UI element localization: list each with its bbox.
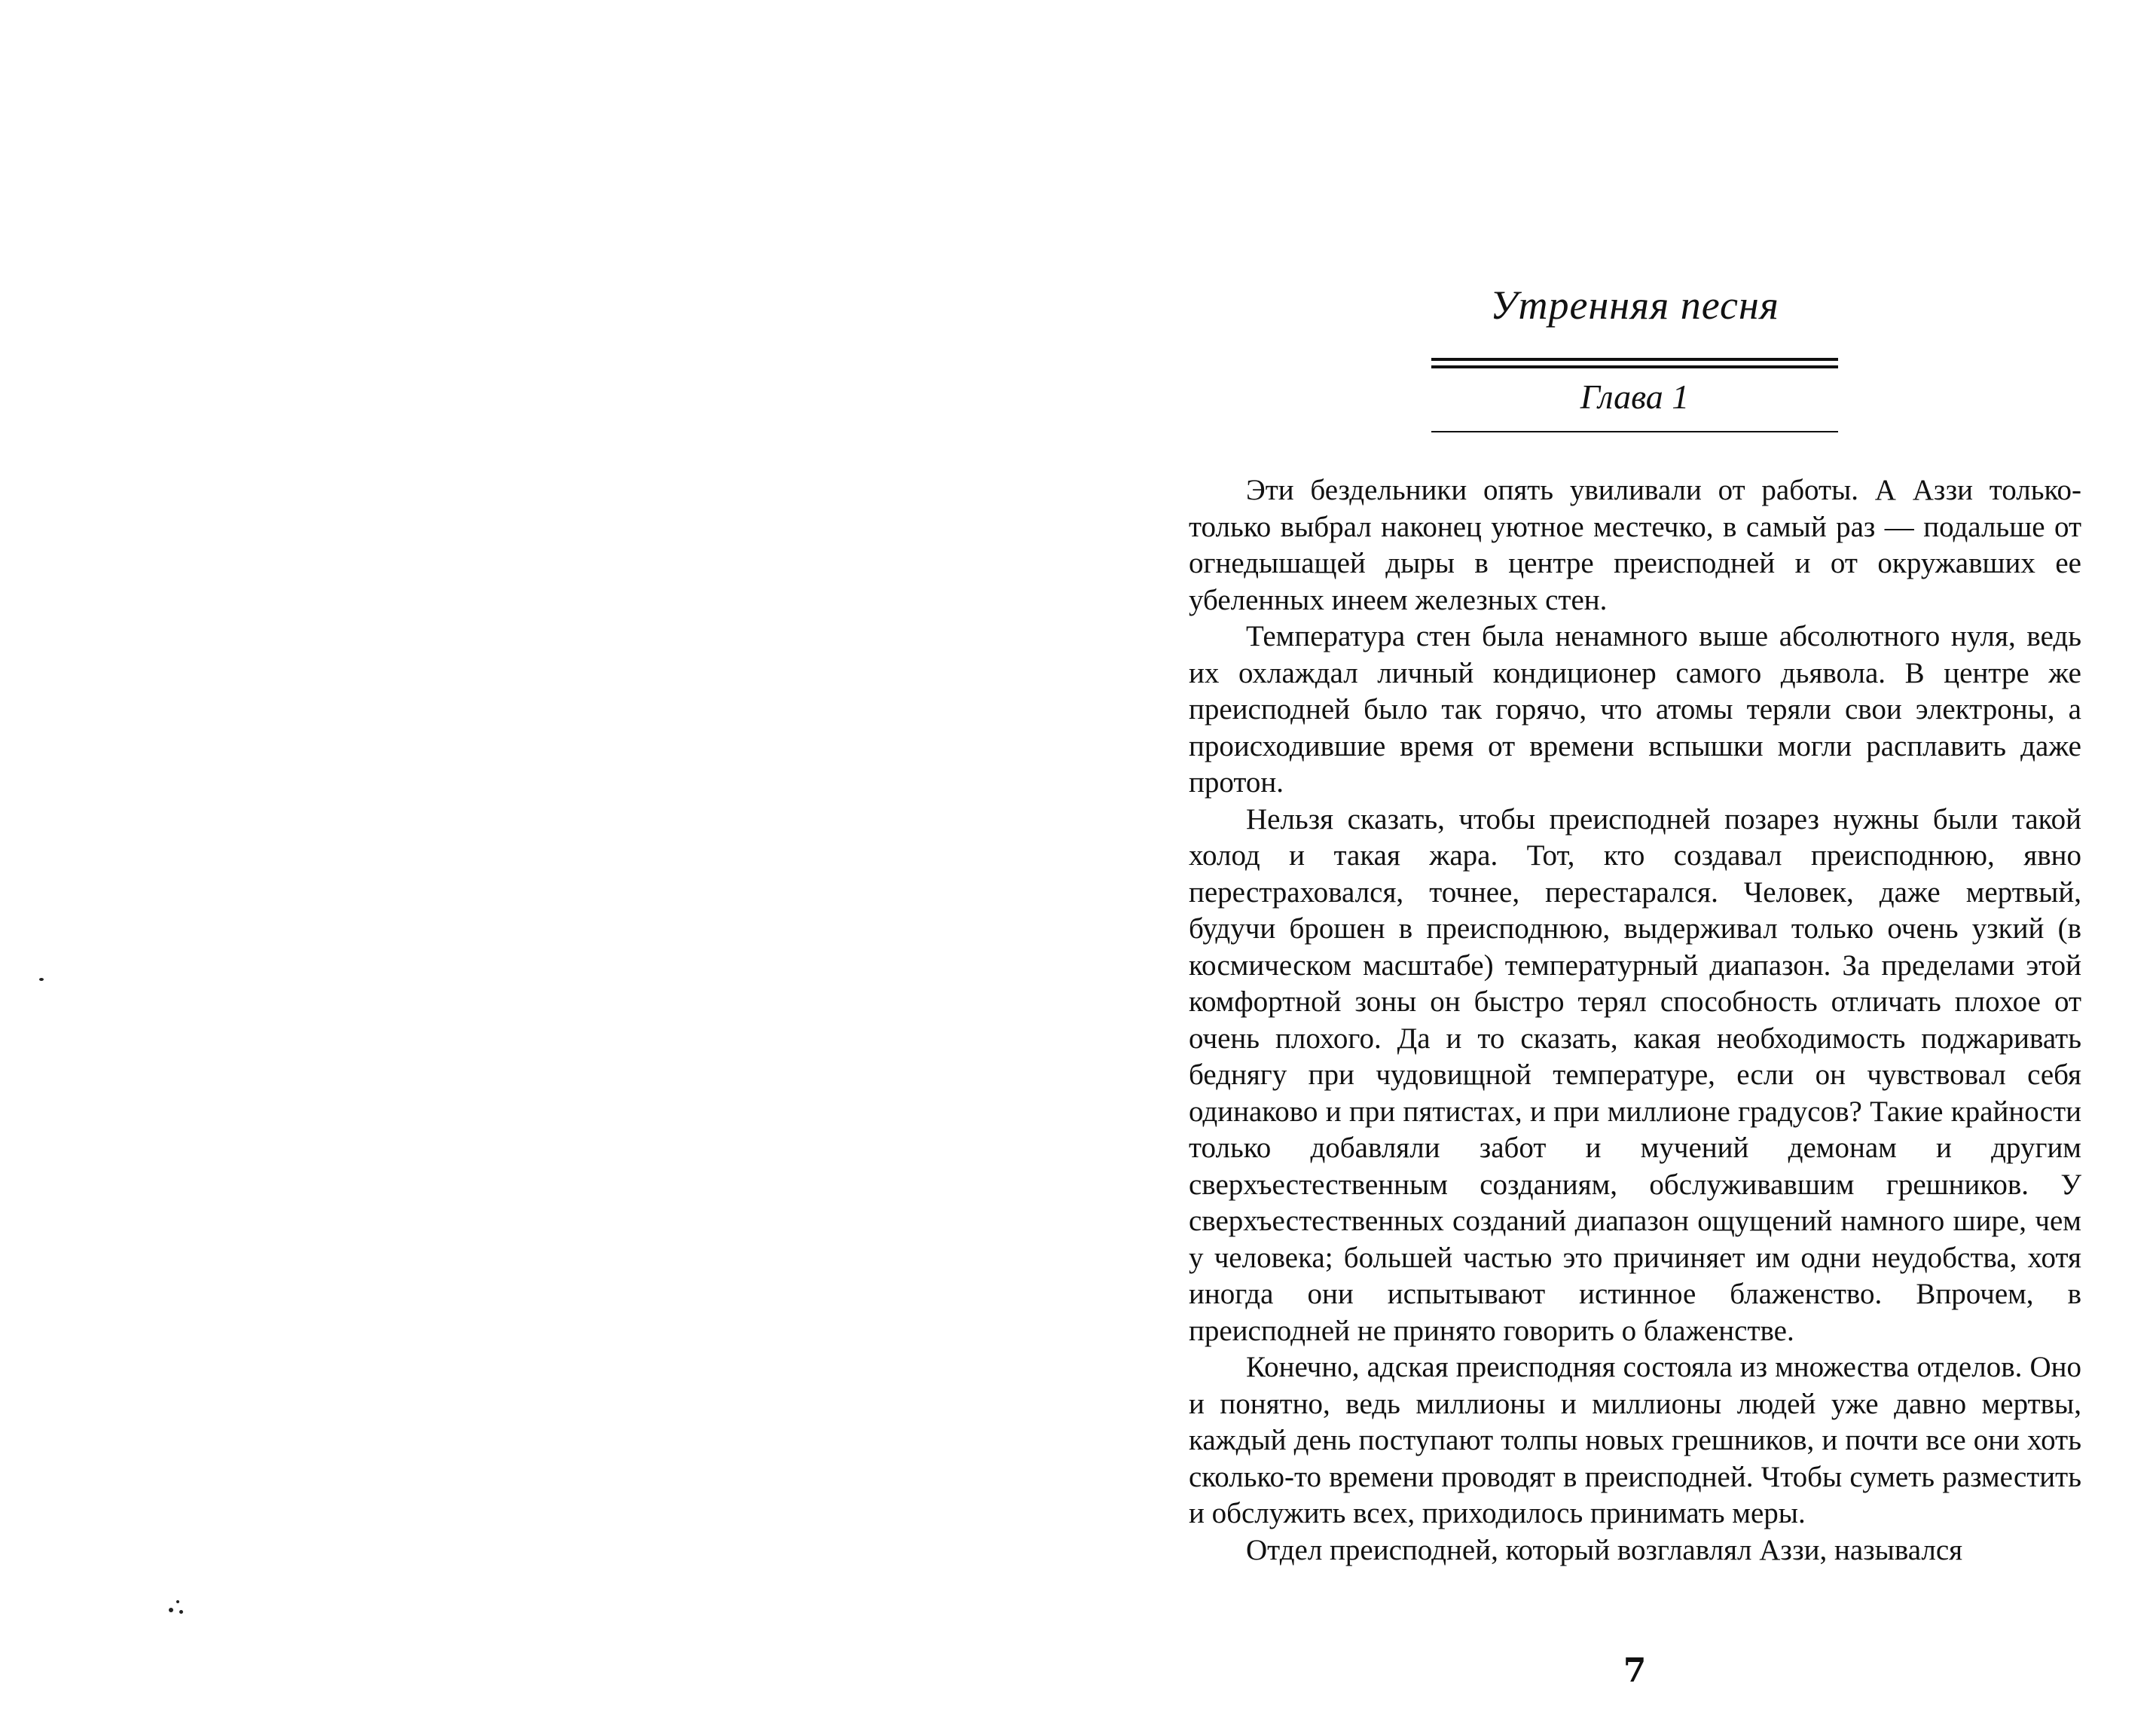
- chapter-title: Глава 1: [1580, 377, 1690, 416]
- chapter-body: [1189, 472, 2081, 1569]
- scan-speck: [169, 1608, 173, 1612]
- paragraph: Эти бездельники опять увиливали от работы. А Аззи только-только выбрал наконец уютное местечко, в самый раз — подальше от огнедышащей дыры в центре преисподней и от окружавших ее убеленных инеем железных стен.: [1189, 474, 2081, 616]
- paragraph: Отдел преисподней, который возглавлял Аззи, назывался: [1246, 1533, 1963, 1566]
- chapter-rule: [1431, 431, 1838, 432]
- scan-speck: [179, 1610, 183, 1614]
- scan-speck: [176, 1600, 179, 1603]
- paragraph: Конечно, адская преисподняя состояла из множества отделов. Оно и понятно, ведь миллионы и миллионы людей уже давно мертвы, каждый день поступают толпы новых грешников, и почти все они хоть сколько-то времени проводят в преисподней. Чтобы суметь разместить и обслужить всех, приходилось принимать меры.: [1189, 1351, 2081, 1529]
- title-rule-top: [1431, 358, 1838, 361]
- paragraph: Температура стен была ненамного выше абсолютного нуля, ведь их охлаждал личный кондиционер самого дьявола. В центре же преисподней было так горячо, что атомы теряли свои электроны, а происходившие время от времени вспышки могли расплавить даже протон.: [1189, 620, 2081, 799]
- paragraph: Нельзя сказать, чтобы преисподней позарез нужны были такой холод и такая жара. Тот, кто создавал преисподнюю, явно перестраховался, точнее, перестарался. Человек, даже мертвый, будучи брошен в преисподнюю, выдерживал только очень узкий (в космическом масштабе) температурный диапазон. За пределами этой комфортной зоны он быстро терял способность отличать плохое от очень плохого. Да и то сказать, какая необходимость поджаривать беднягу при чудовищной температуре, если он чувствовал себя одинаково и при пятистах, и при миллионе градусов? Такие крайности только добавляли забот и мучений демонам и другим сверхъестественным созданиям, обслуживавшим грешников. У сверхъестественных созданий диапазон ощущений намного шире, чем у человека; большей частью это причиняет им одни неудобства, хотя иногда они испытывают истинное блаженство. Впрочем, в преисподней не принято говорить о блаженстве.: [1189, 802, 2081, 1347]
- book-title: Утренняя песня: [1490, 283, 1779, 328]
- page-number: 7: [1623, 1651, 1647, 1690]
- scan-speck: [39, 978, 44, 981]
- title-rule-double: [1431, 365, 1838, 368]
